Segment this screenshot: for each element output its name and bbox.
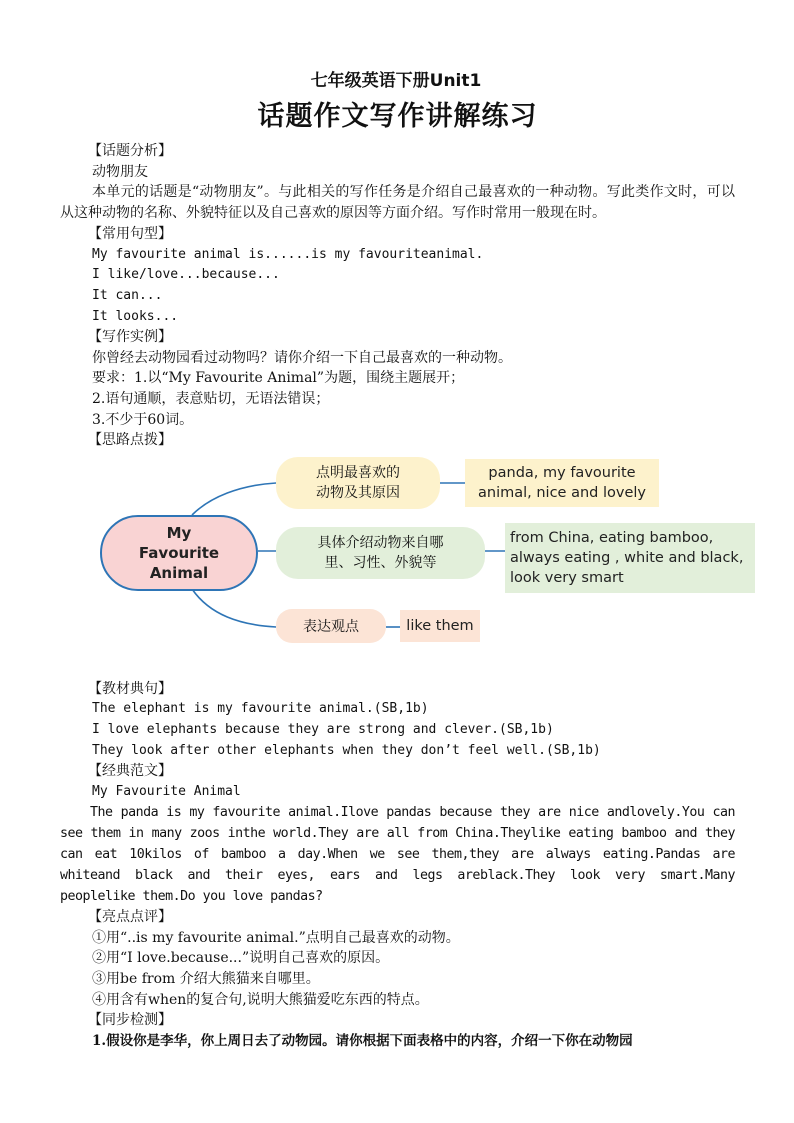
textbook-sentences-heading: 【教材典句】: [88, 680, 172, 697]
branch-3-label: 表达观点: [303, 618, 359, 635]
topic-subtitle: 动物朋友: [92, 163, 148, 180]
model-essay-title: My Favourite Animal: [92, 783, 241, 799]
idea-tips-heading: 【思路点拨】: [88, 432, 172, 449]
writing-requirement: 3.不少于60词。: [92, 411, 194, 428]
highlight-item: ②用“I love.because...”说明自己喜欢的原因。: [92, 950, 390, 967]
topic-analysis-heading: 【话题分析】: [88, 143, 172, 159]
highlight-item: ③用be from 介绍大熊猫来自哪里。: [92, 971, 320, 988]
topic-paragraph: 本单元的话题是“动物朋友”。与此相关的写作任务是介绍自己最喜欢的一种动物。写此类作文时，可以从这种动物的名称、外貌特征以及自己喜欢的原因等方面介绍。写作时常用一般现在时。: [60, 184, 735, 222]
branch-3-detail: [400, 610, 480, 642]
document-title: 七年级英语下册Unit1: [310, 71, 482, 91]
connector-branch-3: [192, 589, 276, 627]
textbook-sentence: The elephant is my favourite animal.(SB,1b): [92, 701, 429, 717]
highlight-item: ④用含有when的复合句,说明大熊猫爱吃东西的特点。: [92, 991, 429, 1008]
branch-2: [276, 527, 485, 579]
branch-1-detail: [465, 459, 659, 507]
writing-example-heading: 【写作实例】: [88, 329, 172, 346]
textbook-sentence: I love elephants because they are strong and clever.(SB,1b): [92, 721, 554, 737]
branch-1-detail-text: panda, my favourite animal, nice and lovely: [478, 464, 646, 501]
highlights-heading: 【亮点点评】: [88, 909, 172, 926]
connector-branch-1: [192, 483, 276, 515]
common-patterns-heading: 【常用句型】: [88, 226, 172, 243]
writing-prompt: 你曾经去动物园看过动物吗？请你介绍一下自己最喜欢的一种动物。: [92, 349, 512, 366]
highlight-item: ①用“..is my favourite animal.”点明自己最喜欢的动物。: [92, 929, 460, 946]
writing-requirement: 要求：1.以“My Favourite Animal”为题，围绕主题展开；: [92, 370, 465, 387]
practice-question: 1.假设你是李华，你上周日去了动物园。请你根据下面表格中的内容，介绍一下你在动物园: [92, 1032, 633, 1049]
practice-heading: 【同步检测】: [88, 1012, 172, 1029]
branch-2-detail: [505, 523, 755, 593]
document-page: [60, 68, 744, 1051]
branch-3-detail-text: like them: [406, 617, 474, 634]
pattern-line: My favourite animal is......is my favouriteanimal.: [92, 246, 484, 262]
pattern-line: I like/love...because...: [92, 267, 280, 283]
mind-map-center: [100, 515, 258, 591]
mind-map: [60, 457, 744, 671]
branch-2-detail-text: from China, eating bamboo, always eating , white and black, look very smart: [510, 529, 744, 586]
document-subtitle: 话题作文写作讲解练习: [257, 101, 538, 132]
center-label: My Favourite Animal: [138, 523, 220, 582]
model-essay-body: The panda is my favourite animal.Ilove pandas because they are nice andlovely.You can see them in many zoos inthe world.They are all from China.Theylike eating bamboo and they can eat 10kilos of bamboo a day.When we see them,they are always eating.Pandas are whiteand black and their eyes, ears and legs areblack.They look very smart.Many peoplelike them.Do you love pandas?: [60, 805, 735, 905]
pattern-line: It can...: [92, 287, 163, 303]
pattern-line: It looks...: [92, 308, 179, 324]
branch-1-label: 点明最喜欢的 动物及其原因: [316, 464, 400, 501]
branch-2-label: 具体介绍动物来自哪 里、习性、外貌等: [317, 534, 444, 571]
writing-requirement: 2.语句通顺，表意贴切，无语法错误；: [92, 390, 330, 407]
branch-3: [276, 609, 386, 643]
textbook-sentence: They look after other elephants when they don’t feel well.(SB,1b): [92, 742, 601, 758]
model-essay-heading: 【经典范文】: [88, 763, 172, 780]
branch-1: [276, 457, 440, 509]
